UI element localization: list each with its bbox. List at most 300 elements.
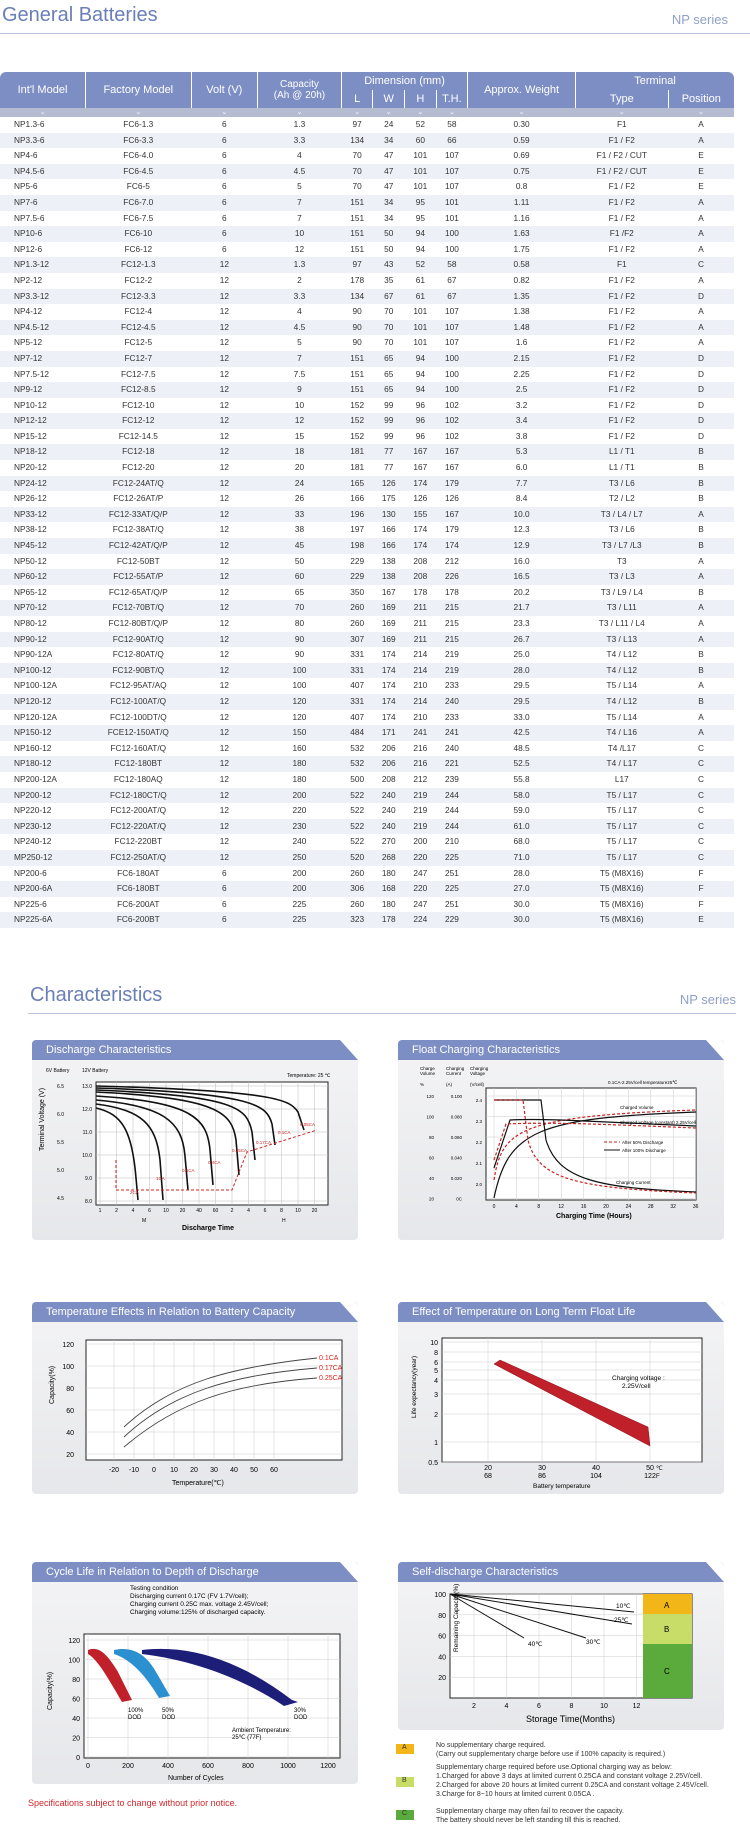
table-cell: A (698, 119, 704, 129)
table-cell: 70 (352, 150, 362, 161)
fl-y-tick: 6 (434, 1360, 438, 1367)
table-cell: 0.8 (515, 181, 528, 192)
table-cell: T3 / L11 / L4 (598, 618, 645, 628)
table-cell: 20 (294, 462, 305, 473)
cy-condition (130, 1585, 269, 1616)
table-row (0, 834, 734, 850)
table-cell: FC12-12 (85, 413, 191, 429)
table-cell: MP250-12 (0, 850, 85, 866)
table-cell: FC6-12 (124, 243, 153, 254)
table-cell: 6 (222, 119, 227, 129)
table-cell: 12 (219, 462, 229, 473)
table-cell: 130 (373, 507, 405, 523)
table-cell: 12 (219, 773, 229, 784)
table-cell: 220 (405, 881, 437, 897)
table-cell: NP160-12 (14, 742, 52, 753)
table-cell: FC12-4.5 (85, 320, 191, 336)
flt-label-100: After 100% Discharge (622, 1148, 666, 1153)
tc-x-tick: 60 (270, 1467, 278, 1474)
dis-y6-tick: 5.5 (57, 1140, 64, 1146)
flt-volt-tick: 2.4 (475, 1098, 482, 1103)
table-cell: 208 (405, 569, 437, 585)
dis-x-tick: 2 (115, 1208, 118, 1214)
sd-legend-b-l1: 1.Charged for above 3 days at limited current 0.25CA and constant voltage 2.25V/cell. (436, 1773, 703, 1780)
table-cell: 60 (405, 133, 437, 149)
table-cell: L1 / T1 (608, 462, 635, 473)
table-cell: 221 (436, 756, 468, 772)
table-cell: 167 (436, 507, 468, 523)
table-cell: 58 (447, 119, 457, 129)
table-cell: 152 (350, 430, 365, 441)
discharge-title: Discharge Characteristics (32, 1040, 358, 1060)
table-cell: 29.5 (513, 680, 530, 691)
table-cell: 152 (341, 413, 373, 429)
table-cell: 240 (436, 694, 468, 710)
table-cell: 214 (405, 694, 437, 710)
flt-volt-tick: 2.2 (475, 1140, 482, 1145)
flt-x-tick: 28 (648, 1204, 654, 1210)
table-row (0, 257, 734, 273)
th-capacity (258, 72, 342, 108)
fl-unit-f: F (656, 1474, 660, 1480)
th-factory-model: Factory Model (85, 72, 191, 108)
table-cell: FC12-95AT/AQ (110, 680, 167, 691)
table-cell: 70 (384, 306, 394, 317)
fl-xlabel: Battery temperature (533, 1483, 591, 1490)
table-cell: 101 (413, 337, 428, 348)
flt-cond: 0.1CA-2.25V/cell temperature25℃ (608, 1080, 678, 1085)
table-row (0, 164, 734, 180)
table-cell: 101 (405, 320, 437, 336)
cy-y-tick: 80 (72, 1677, 80, 1684)
table-cell: NP24-12 (0, 476, 85, 492)
table-cell: 220 (292, 805, 307, 816)
sd-y-tick: 100 (434, 1592, 446, 1599)
table-cell: 12 (219, 805, 229, 816)
flt-col3b: Voltage (470, 1071, 486, 1076)
table-cell: 48.5 (513, 742, 530, 753)
table-cell: 167 (444, 462, 459, 473)
table-cell: T3 / L6 (576, 476, 669, 492)
table-cell: NP9-12 (0, 382, 85, 398)
table-cell: T5 (M8X16) (599, 898, 644, 909)
table-cell: 97 (352, 119, 362, 129)
table-cell: 52 (405, 257, 437, 273)
table-cell: FC12-65AT/Q/P (108, 586, 168, 597)
table-cell: F1 / F2 / CUT (576, 164, 669, 180)
table-cell: 12.3 (513, 524, 530, 535)
sd-legend-a-l0: No supplementary charge required. (436, 1742, 546, 1749)
table-cell: 179 (444, 524, 459, 535)
table-cell: FC12-90BT/Q (85, 663, 191, 679)
table-cell: 1.3 (293, 119, 306, 129)
table-cell: 179 (436, 476, 468, 492)
dis-curve-label: 0.05CA (300, 1122, 316, 1127)
fl-y-tick: 8 (434, 1350, 438, 1357)
sd-legend-b-tag: B (402, 1777, 407, 1784)
tc-x-tick: 10 (170, 1467, 178, 1474)
table-cell: 0.30 (513, 119, 530, 129)
table-cell: 55.8 (513, 773, 530, 784)
table-cell: 6 (191, 912, 257, 928)
table-cell: 47 (384, 181, 394, 192)
dis-curve-label: 0.6CA (182, 1168, 195, 1173)
th-terminal-position: Position (668, 90, 734, 108)
fl-title: Effect of Temperature on Long Term Float Life (398, 1302, 724, 1322)
table-cell: 260 (350, 618, 365, 628)
table-row (0, 211, 734, 227)
table-cell: 0.69 (513, 150, 530, 161)
table-cell: 226 (436, 569, 468, 585)
table-cell: 12 (191, 632, 257, 648)
table-cell: F1 /F2 (576, 226, 669, 242)
table-cell: 3.4 (468, 413, 576, 429)
flt-col3a: Charging (470, 1066, 489, 1071)
table-cell: C (668, 850, 734, 866)
table-cell: FC12-250AT/Q (85, 850, 191, 866)
flt-volt-tick: 2.0 (475, 1182, 482, 1187)
table-cell: 21.7 (468, 600, 576, 616)
flt-cur-tick: 0.020 (450, 1176, 462, 1181)
table-cell: 225 (436, 850, 468, 866)
table-cell: FC12-200AT/Q (110, 805, 167, 816)
fl-xc-tick: 30 (538, 1465, 546, 1472)
table-cell: F1 / F2 / CUT (596, 150, 647, 161)
flt-cur-tick: 0C (456, 1196, 462, 1202)
flt-label-vol: Charged Volume (620, 1105, 654, 1110)
table-cell: A (668, 725, 734, 741)
table-cell: 7.5 (293, 368, 306, 379)
sd-y-tick: 20 (438, 1675, 446, 1683)
table-cell: 6 (222, 150, 227, 161)
table-cell: 212 (413, 773, 428, 784)
table-cell: 2.25 (513, 368, 530, 379)
table-cell: 5.3 (468, 444, 576, 460)
table-row (0, 710, 734, 726)
table-cell: 12 (191, 320, 257, 336)
dis-x-tick: 20 (179, 1208, 186, 1214)
table-cell: 178 (413, 586, 428, 597)
flt-vol-tick: 100 (426, 1114, 434, 1120)
table-cell: NP230-12 (0, 819, 85, 835)
sd-legend-a-tag: A (402, 1744, 407, 1751)
tc-label-017: 0.17CA (319, 1365, 343, 1372)
table-cell: NP80-12 (14, 618, 47, 628)
table-cell: 7 (258, 195, 342, 211)
table-cell: T4 / L12 (576, 694, 669, 710)
table-row (0, 304, 734, 320)
dis-curve-label: 2CA (130, 1190, 139, 1195)
table-cell: 134 (341, 289, 373, 305)
table-cell: 160 (292, 742, 307, 753)
cy-y-tick: 40 (72, 1716, 80, 1723)
table-cell: FC12-180CT/Q (85, 788, 191, 804)
cy-x-tick: 200 (122, 1763, 134, 1770)
cy-y-tick: 0 (76, 1755, 80, 1762)
table-cell: NP200-12 (0, 788, 85, 804)
table-cell: 224 (405, 912, 437, 928)
sd-plot (398, 1582, 724, 1730)
flt-label-50: After 50% Discharge (622, 1140, 664, 1145)
fl-plot (398, 1322, 724, 1494)
dis-6v-label: 6V Battery (46, 1068, 70, 1074)
table-cell: D (698, 368, 705, 379)
fl-note-b: 2.25V/cell (622, 1383, 651, 1390)
table-cell: NP60-12 (0, 569, 85, 585)
table-cell: NP4.5-6 (0, 164, 85, 180)
table-cell: 174 (405, 538, 437, 554)
sd-legend-b-l0: Supplementary charge required before use.Optional charging way as below: (436, 1764, 672, 1771)
table-cell: 0.59 (468, 133, 576, 149)
tc-x-tick: 0 (152, 1467, 156, 1474)
table-cell: 107 (444, 337, 459, 348)
table-cell: NP70-12 (0, 600, 85, 616)
table-cell: 61 (415, 274, 425, 285)
table-cell: 7 (297, 212, 302, 223)
table-cell: 107 (436, 320, 468, 336)
table-cell: FC12-7 (85, 351, 191, 367)
table-row (0, 491, 734, 507)
table-cell: FC12-180AQ (113, 773, 163, 784)
table-cell: 4.5 (258, 320, 342, 336)
cy-dod100-b: DOD (128, 1715, 142, 1721)
table-cell: F1 / F2 (608, 212, 635, 223)
table-row (0, 117, 734, 133)
table-cell: 522 (341, 819, 373, 835)
table-cell: 34 (373, 133, 405, 149)
sd-lab-10: 10℃ (616, 1603, 631, 1610)
th-volt: Volt (V) (191, 72, 257, 108)
th-terminal-type: Type (576, 90, 669, 108)
table-row (0, 694, 734, 710)
table-cell: NP1.3-6 (14, 119, 45, 129)
table-cell: A (698, 306, 704, 317)
table-cell: 38 (294, 524, 305, 535)
table-cell: 4 (297, 150, 302, 161)
table-cell: 12 (191, 694, 257, 710)
table-cell: 250 (258, 850, 342, 866)
table-cell: NP20-12 (14, 462, 47, 473)
table-cell: 96 (415, 399, 425, 410)
table-cell: B (668, 444, 734, 460)
sd-legend-c-swatch (396, 1810, 414, 1820)
table-row (0, 569, 734, 585)
table-cell: 239 (444, 773, 459, 784)
table-cell: 180 (292, 773, 307, 784)
table-cell: 107 (444, 150, 459, 161)
table-cell: 99 (384, 399, 394, 410)
table-cell: F1 / F2 (576, 289, 669, 305)
table-cell: 6 (191, 226, 257, 242)
table-cell: 12 (219, 399, 229, 410)
dis-x-tick: 6 (263, 1208, 267, 1214)
table-cell: 522 (341, 788, 373, 804)
batteries-series: NP series (671, 12, 728, 27)
cy-x-tick: 800 (242, 1763, 254, 1770)
table-cell: FC12-1.3 (85, 257, 191, 273)
table-cell: NP100-12 (0, 663, 85, 679)
flt-col2b: Current (446, 1071, 462, 1076)
characteristics-header (28, 980, 736, 1014)
table-cell: 6 (222, 212, 227, 223)
dis-y12-tick: 8.0 (85, 1199, 92, 1205)
table-cell: NP12-6 (14, 243, 43, 254)
table-cell: A (698, 212, 704, 223)
tc-y-tick: 20 (66, 1452, 74, 1459)
table-cell: F1 / F2 (608, 368, 635, 379)
table-cell: C (668, 756, 734, 772)
table-row (0, 585, 734, 601)
table-cell: 10 (258, 226, 342, 242)
table-cell: E (668, 912, 734, 928)
table-cell: C (698, 773, 705, 784)
table-cell: 68.0 (513, 836, 530, 847)
cy-y-tick: 60 (72, 1696, 80, 1704)
cy-x-tick: 0 (86, 1763, 90, 1770)
table-cell: 10 (294, 399, 305, 410)
table-cell: 244 (436, 788, 468, 804)
sd-legend-c-l0: Supplementary charge may often fail to recover the capacity. (436, 1808, 624, 1815)
table-cell: FC12-4 (124, 306, 153, 317)
flt-x-tick: 24 (625, 1204, 632, 1210)
table-cell: 233 (444, 680, 459, 691)
table-cell: 350 (350, 586, 365, 597)
table-cell: 100 (292, 680, 307, 691)
table-cell: 211 (405, 632, 437, 648)
table-cell: 23.3 (513, 618, 530, 628)
table-row (0, 460, 734, 476)
table-cell: 225 (258, 912, 342, 928)
dis-temp-label: Temperature: 25 ℃ (287, 1073, 331, 1079)
table-cell: 151 (341, 351, 373, 367)
table-cell: 101 (405, 164, 437, 180)
dis-x-tick: 20 (311, 1208, 318, 1214)
table-cell: 178 (350, 274, 365, 285)
tc-plot (32, 1322, 358, 1494)
table-cell: FC6-4.0 (123, 150, 154, 161)
table-cell: 94 (415, 368, 425, 379)
table-cell: F1 / F2 (608, 399, 635, 410)
sd-legend-c-l1: The battery should never be left standing till this is reached. (436, 1817, 621, 1824)
table-cell: 240 (381, 805, 396, 816)
table-row (0, 632, 734, 648)
tc-label-01: 0.1CA (319, 1355, 339, 1362)
table-cell: 12 (219, 524, 229, 535)
table-cell: C (668, 257, 734, 273)
flt-x-tick: 0 (492, 1204, 496, 1210)
cy-cond-1: Discharging current 0.17C (FV 1.7V/cell); (130, 1593, 249, 1600)
fl-y-tick: 5 (434, 1368, 438, 1375)
table-cell: 65 (373, 351, 405, 367)
table-cell: 12 (191, 725, 257, 741)
table-cell: 165 (341, 476, 373, 492)
table-cell: 94 (405, 351, 437, 367)
dis-x-tick: 40 (196, 1208, 202, 1214)
cy-plot (32, 1582, 358, 1784)
table-cell: 12 (219, 430, 229, 441)
dis-curve-label: 1CA (156, 1176, 165, 1181)
table-cell: C (698, 805, 705, 816)
dis-x-tick: 10 (163, 1208, 169, 1214)
table-cell: L17 (614, 773, 629, 784)
table-cell: 61.0 (468, 819, 576, 835)
table-cell: 230 (258, 819, 342, 835)
table-cell: 210 (444, 836, 459, 847)
cy-x-tick: 600 (202, 1763, 214, 1770)
dis-y6-tick: 6.0 (57, 1112, 64, 1118)
table-cell: NP3.3-6 (0, 133, 85, 149)
table-cell: 251 (444, 898, 459, 909)
tc-y-tick: 80 (66, 1386, 74, 1393)
table-row (0, 335, 734, 351)
cy-ambient-a: Ambient Temperature: (232, 1728, 291, 1734)
table-cell: 101 (413, 306, 428, 317)
table-cell: 500 (350, 773, 365, 784)
table-cell: T5 / L17 (576, 819, 669, 835)
table-cell: 174 (436, 538, 468, 554)
flt-x-tick: 8 (537, 1204, 541, 1210)
table-cell: NP7-6 (0, 195, 85, 211)
table-cell: 120 (292, 711, 307, 722)
table-cell: 178 (444, 586, 459, 597)
table-cell: A (698, 680, 704, 691)
table-cell: 5 (297, 181, 302, 192)
table-cell: 178 (373, 912, 405, 928)
cy-ylabel: Capacity(%) (47, 1671, 54, 1710)
dis-y12-tick: 12.0 (82, 1107, 92, 1113)
table-row (0, 429, 734, 445)
table-cell: T3 / L7 /L3 (576, 538, 669, 554)
sd-legend-b-l2: 2.Charged for above 20 hours at limited current 0.25CA and constant voltage 2.45V/cell. (436, 1782, 709, 1789)
table-cell: 240 (373, 819, 405, 835)
table-cell: 12 (219, 274, 229, 285)
table-cell: 100 (444, 243, 459, 254)
table-cell: 214 (413, 649, 428, 660)
table-cell: 101 (436, 195, 468, 211)
table-cell: T3 / L6 (608, 524, 635, 535)
sd-zone-b-label: B (664, 1625, 670, 1634)
table-row (0, 881, 734, 897)
table-cell: 1.6 (515, 337, 528, 348)
table-cell: 532 (341, 756, 373, 772)
tc-x-tick: -20 (108, 1467, 120, 1474)
sd-legend-b-l3: 3.Charge for 8~10 hours at limited current 0.05CA . (436, 1791, 595, 1798)
table-cell: 240 (444, 742, 459, 753)
table-cell: 7 (258, 351, 342, 367)
table-cell: 155 (405, 507, 437, 523)
table-cell: B (668, 694, 734, 710)
table-cell: 100 (436, 382, 468, 398)
flt-x-tick: 20 (603, 1204, 609, 1210)
cy-dod30-b: DOD (294, 1715, 308, 1721)
table-cell: 181 (341, 444, 373, 460)
sd-x-tick: 12 (632, 1703, 641, 1710)
table-cell: 6 (222, 243, 227, 254)
dis-y12-tick: 10.0 (82, 1153, 92, 1159)
table-cell: 200 (292, 867, 307, 878)
table-cell: T2 / L2 (608, 493, 635, 504)
table-cell: 12 (258, 413, 342, 429)
table-cell: T3 / L3 (576, 569, 669, 585)
table-cell: 70 (352, 181, 362, 192)
table-cell: 1.63 (468, 226, 576, 242)
th-intl-model: Int'l Model (0, 72, 85, 108)
table-cell: 1.11 (468, 195, 576, 211)
table-cell: 12 (191, 351, 257, 367)
table-cell: 12 (191, 569, 257, 585)
th-dim-l: L (341, 90, 373, 108)
tc-label-025: 0.25CA (319, 1375, 343, 1382)
